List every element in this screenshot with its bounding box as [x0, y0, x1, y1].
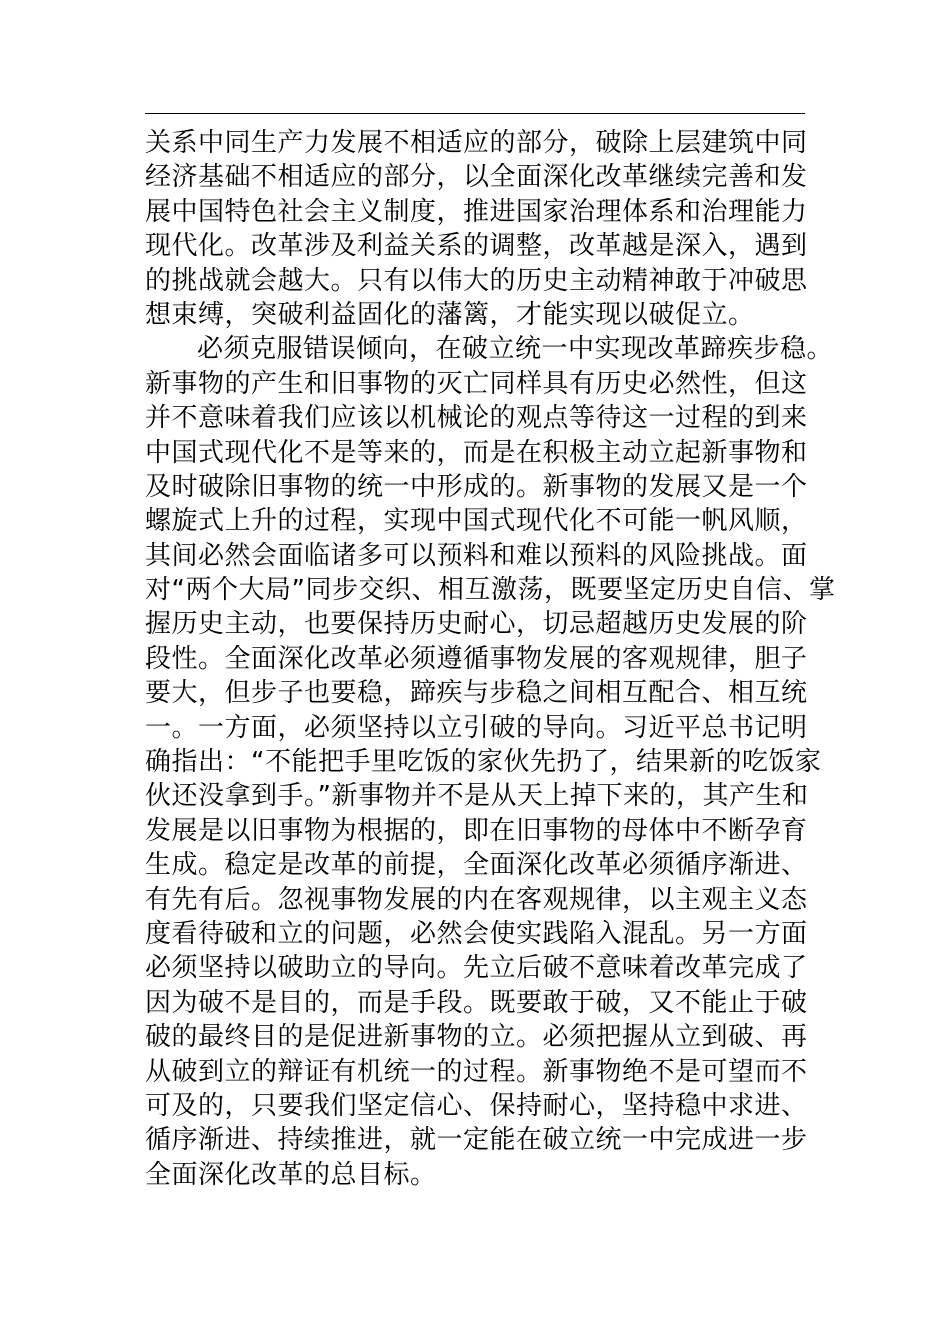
- text-line: 对“两个大局”同步交织、相互激荡，既要坚定历史自信、掌: [145, 575, 836, 606]
- text-line: 伙还没拿到手。”新事物并不是从天上掉下来的，其产生和: [145, 781, 809, 812]
- text-line: 破的最终目的是促进新事物的立。必须把握从立到破、再: [145, 1022, 808, 1053]
- text-line: 其间必然会面临诸多可以预料和难以预料的风险挑战。面: [145, 540, 808, 571]
- text-line: 必须坚持以破助立的导向。先立后破不意味着改革完成了: [145, 953, 808, 984]
- text-line: 度看待破和立的问题，必然会使实践陷入混乱。另一方面: [145, 918, 808, 949]
- text-line: 循序渐进、持续推进，就一定能在破立统一中完成进一步: [145, 1125, 808, 1156]
- text-line: 的挑战就会越大。只有以伟大的历史主动精神敢于冲破思: [145, 265, 808, 296]
- header-rule: [145, 113, 805, 114]
- text-line: 及时破除旧事物的统一中形成的。新事物的发展又是一个: [145, 471, 808, 502]
- text-line: 新事物的产生和旧事物的灭亡同样具有历史必然性，但这: [145, 368, 808, 399]
- text-line: 现代化。改革涉及利益关系的调整，改革越是深入，遇到: [145, 231, 808, 262]
- text-line: 段性。全面深化改革必须遵循事物发展的客观规律，胆子: [145, 643, 808, 674]
- text-line: 握历史主动，也要保持历史耐心，切忌超越历史发展的阶: [145, 609, 808, 640]
- text-line: 从破到立的辩证有机统一的过程。新事物绝不是可望而不: [145, 1056, 808, 1087]
- text-line: 展中国特色社会主义制度，推进国家治理体系和治理能力: [145, 196, 808, 227]
- text-line: 一。一方面，必须坚持以立引破的导向。习近平总书记明: [145, 712, 808, 743]
- text-line: 生成。稳定是改革的前提，全面深化改革必须循序渐进、: [145, 850, 808, 881]
- text-line: 想束缚，突破利益固化的藩篱，才能实现以破促立。: [145, 299, 755, 330]
- text-line: 发展是以旧事物为根据的，即在旧事物的母体中不断孕育: [145, 815, 808, 846]
- paragraph-first-line: 必须克服错误倾向，在破立统一中实现改革蹄疾步稳。: [197, 334, 834, 365]
- text-line: 经济基础不相适应的部分，以全面深化改革继续完善和发: [145, 162, 808, 193]
- text-line: 螺旋式上升的过程，实现中国式现代化不可能一帆风顺，: [145, 506, 808, 537]
- text-line: 要大，但步子也要稳，蹄疾与步稳之间相互配合、相互统: [145, 678, 808, 709]
- body-text: [145, 126, 836, 1192]
- text-line: 可及的，只要我们坚定信心、保持耐心，坚持稳中求进、: [145, 1090, 808, 1121]
- text-line: 关系中同生产力发展不相适应的部分，破除上层建筑中同: [145, 128, 808, 158]
- text-line: 中国式现代化不是等来的，而是在积极主动立起新事物和: [145, 437, 808, 468]
- text-line: 因为破不是目的，而是手段。既要敢于破，又不能止于破: [145, 987, 808, 1018]
- text-line: 有先有后。忽视事物发展的内在客观规律，以主观主义态: [145, 884, 808, 915]
- text-line: 全面深化改革的总目标。: [145, 1159, 437, 1190]
- text-line: 并不意味着我们应该以机械论的观点等待这一过程的到来: [145, 403, 808, 434]
- text-line: 确指出：“不能把手里吃饭的家伙先扔了，结果新的吃饭家: [145, 747, 822, 778]
